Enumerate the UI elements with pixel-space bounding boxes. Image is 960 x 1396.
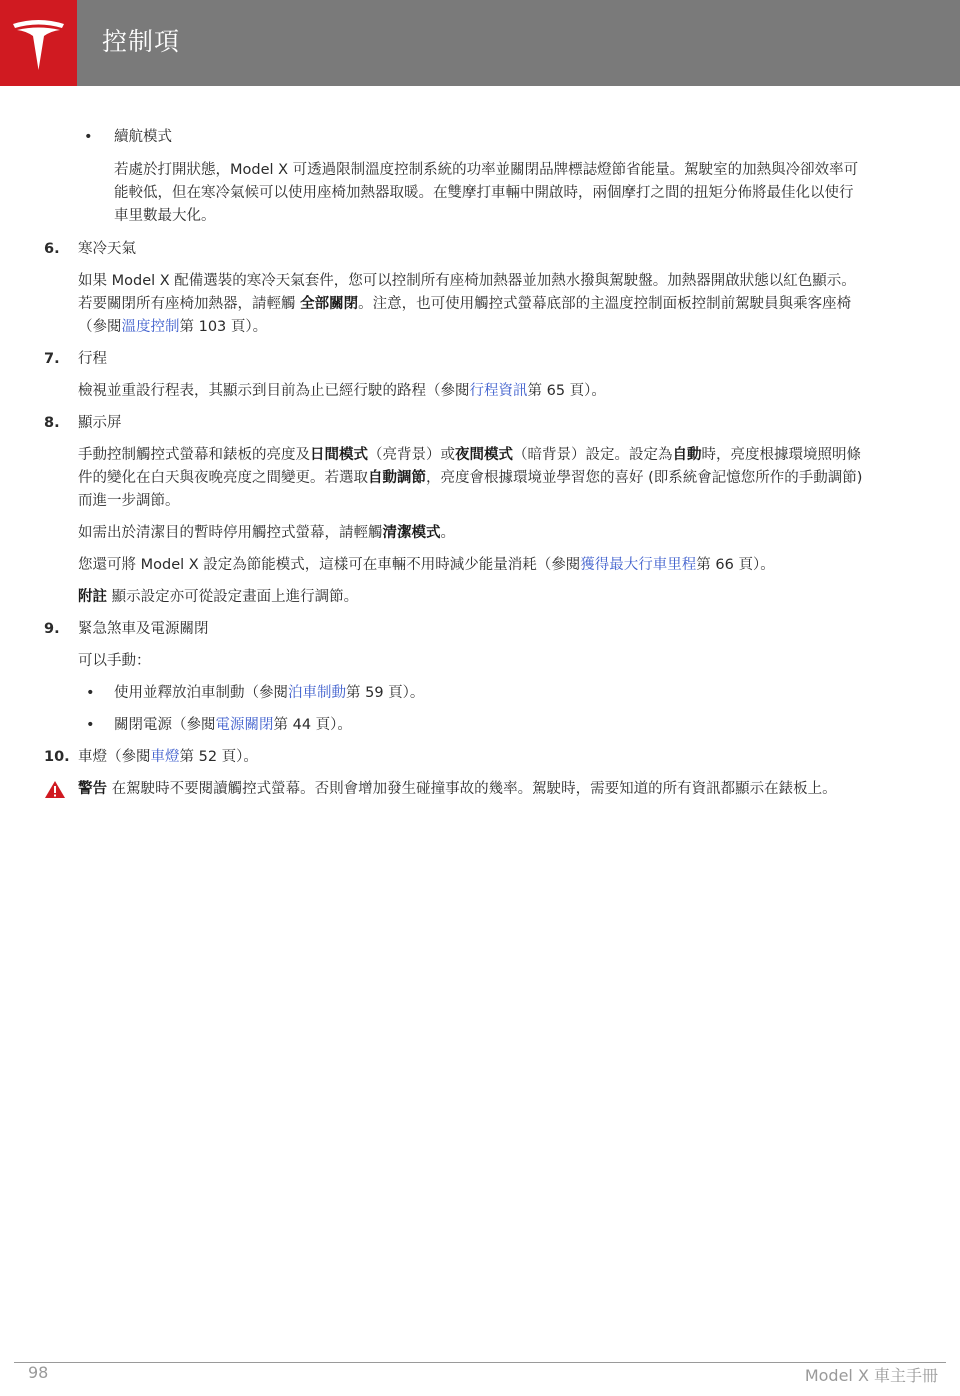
link-trip-info[interactable]: 行程資訊 [469, 383, 528, 399]
list-item-parking-brake: • 使用並釋放泊車制動（參閱泊車制動第 59 頁）。 [44, 682, 864, 705]
displays-description: 手動控制觸控式螢幕和錶板的亮度及日間模式（亮背景）或夜間模式（暗背景）設定。設定為自動時，亮度根據環境照明條件的變化在白天與夜晚亮度之間變更。若選取自動調節，亮度會根據環境並學習您的喜好 (即系統會記憶您所作的手動調節) 而進一步調節。 [78, 447, 863, 509]
trips-title: 行程 [78, 351, 107, 367]
warning-box [44, 778, 864, 801]
link-max-range[interactable]: 獲得最大行車里程 [580, 557, 697, 573]
cold-weather-description: 如果 Model X 配備選裝的寒冷天氣套件，您可以控制所有座椅加熱器並加熱水撥與駕駛盤。加熱器開啟狀態以紅色顯示。若要關閉所有座椅加熱器，請輕觸 全部關閉。注意，也可使用觸控式螢幕底部的主溫度控制面板控制前駕駛員與乘客座椅（參閱溫度控制第 103 頁）。 [78, 273, 856, 335]
content-body [44, 126, 864, 801]
page-header [0, 0, 960, 86]
emergency-description: 可以手動： [78, 653, 151, 669]
footer-manual-title: Model X 車主手冊 [804, 1366, 938, 1385]
note-label: 附註 [78, 589, 107, 605]
clean-mode-paragraph: 如需出於清潔目的暫時停用觸控式螢幕，請輕觸清潔模式。 [78, 525, 455, 541]
item-number: 8. [44, 415, 60, 431]
cold-weather-title: 寒冷天氣 [78, 241, 136, 257]
list-item-range-mode [44, 126, 864, 149]
warning-label: 警告 [78, 781, 107, 797]
item-number: 7. [44, 351, 60, 367]
list-item-lights: 10. 車燈（參閱車燈第 52 頁）。 [44, 746, 864, 769]
list-item-displays [44, 412, 864, 435]
warning-icon [44, 780, 66, 799]
list-item-trips [44, 348, 864, 371]
displays-title: 顯示屏 [78, 415, 122, 431]
list-item-power-off: • 關閉電源（參閱電源關閉第 44 頁）。 [44, 714, 864, 737]
trips-description: 檢視並重設行程表，其顯示到目前為止已經行駛的路程（參閱行程資訊第 65 頁）。 [78, 383, 606, 399]
all-off-label: 全部關閉 [300, 296, 359, 312]
note-paragraph: 附註 顯示設定亦可從設定畫面上進行調節。 [78, 589, 359, 605]
link-power-off[interactable]: 電源關閉 [215, 717, 274, 733]
emergency-title: 緊急煞車及電源關閉 [78, 621, 209, 637]
tesla-logo [0, 0, 77, 86]
list-item-emergency [44, 618, 864, 641]
page-title: 控制項 [102, 27, 181, 56]
link-parking-brake[interactable]: 泊車制動 [288, 685, 346, 701]
list-item-cold-weather [44, 238, 864, 261]
range-mode-title: • 續航模式 [114, 129, 172, 145]
tesla-logo-icon [11, 18, 66, 72]
link-climate-controls[interactable]: 溫度控制 [121, 319, 180, 335]
page-number: 98 [28, 1363, 49, 1382]
item-number: 10. [44, 749, 70, 765]
energy-saving-paragraph: 您還可將 Model X 設定為節能模式，這樣可在車輛不用時減少能量消耗（參閱獲得最大行車里程第 66 頁）。 [78, 557, 775, 573]
range-mode-description: 若處於打開狀態，Model X 可透過限制溫度控制系統的功率並關閉品牌標誌燈節省能量。駕駛室的加熱與冷卻效率可能較低，但在寒冷氣候可以使用座椅加熱器取暖。在雙摩打車輛中開啟時，兩個摩打之間的扭矩分佈將最佳化以使行車里數最大化。 [114, 162, 859, 224]
item-number: 6. [44, 241, 60, 257]
warning-text: 在駕駛時不要閱讀觸控式螢幕。否則會增加發生碰撞事故的幾率。駕駛時，需要知道的所有資訊都顯示在錶板上。 [107, 781, 837, 797]
item-number: 9. [44, 621, 60, 637]
link-lights[interactable]: 車燈 [150, 749, 180, 765]
